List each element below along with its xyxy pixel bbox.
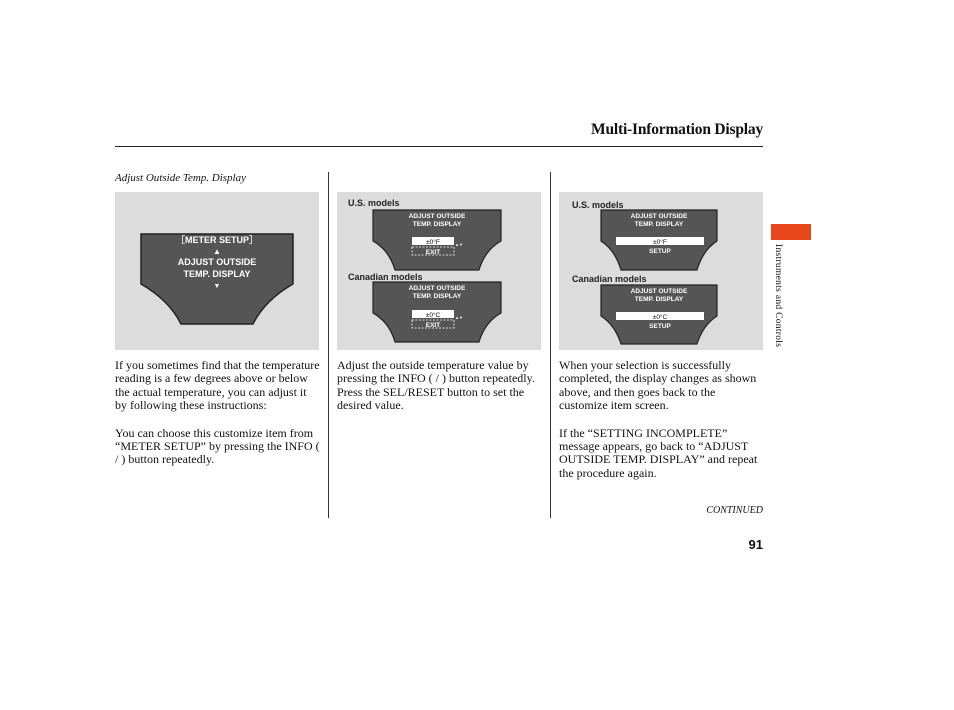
page-number: 91 xyxy=(748,537,763,552)
column-3-text xyxy=(559,359,764,494)
display-line: TEMP. DISPLAY xyxy=(634,296,684,303)
paragraph: If you sometimes find that the temperature reading is a few degrees above or below the actual temperature, you can adjust it by following these instructions: xyxy=(115,358,320,413)
display-line: TEMP. DISPLAY xyxy=(412,293,462,300)
temp-value: ±0°C xyxy=(652,314,668,321)
display-line: TEMP. DISPLAY xyxy=(412,221,462,228)
canadian-models-label: Canadian models xyxy=(572,274,647,284)
section-tab-marker xyxy=(771,224,811,240)
up-arrow-icon: ▲ xyxy=(213,247,221,256)
page-title: Multi-Information Display xyxy=(591,121,763,138)
down-arrow-icon: ▼ xyxy=(213,283,221,290)
display-line: TEMP. DISPLAY xyxy=(634,221,684,228)
temp-value: ±0°C xyxy=(425,312,441,319)
meter-setup-heading: ［METER SETUP］ xyxy=(175,235,259,245)
column-2-text xyxy=(337,359,545,427)
setup-option: SETUP xyxy=(649,248,671,255)
column-divider xyxy=(550,172,551,518)
paragraph: When your selection is successfully completed, the display changes as shown above, and then goes back to the customize item screen. xyxy=(559,358,757,413)
exit-option: EXIT xyxy=(425,249,441,256)
display-line: ADJUST OUTSIDE xyxy=(630,213,688,220)
setup-option: SETUP xyxy=(649,323,671,330)
adjust-value-figure xyxy=(337,192,541,350)
up-down-arrows-icon: ▲▼ xyxy=(455,315,463,320)
display-line: TEMP. DISPLAY xyxy=(183,269,251,279)
us-models-label: U.S. models xyxy=(348,198,400,208)
paragraph: You can choose this customize item from “METER SETUP” by pressing the INFO ( / ) button repeatedly. xyxy=(115,425,320,467)
continued-label: CONTINUED xyxy=(706,505,763,516)
up-down-arrows-icon: ▲▼ xyxy=(455,242,463,247)
column-divider xyxy=(328,172,329,518)
figure-caption: Adjust Outside Temp. Display xyxy=(115,172,246,184)
us-models-label: U.S. models xyxy=(572,200,624,210)
display-line: ADJUST OUTSIDE xyxy=(408,213,466,220)
temp-value: ±0°F xyxy=(426,239,440,246)
canadian-models-label: Canadian models xyxy=(348,272,423,282)
section-tab-label: Instruments and Controls xyxy=(773,244,783,348)
meter-setup-figure xyxy=(115,192,319,350)
paragraph: Adjust the outside temperature value by pressing the INFO ( / ) button repeatedly. Press the SEL/RESET button to set the desired value. xyxy=(337,358,535,413)
column-1-text xyxy=(115,359,321,481)
header-divider xyxy=(115,146,763,147)
temp-value: ±0°F xyxy=(653,239,667,246)
setup-complete-figure xyxy=(559,192,763,350)
display-line: ADJUST OUTSIDE xyxy=(177,257,257,267)
display-line: ADJUST OUTSIDE xyxy=(630,288,688,295)
paragraph: If the “SETTING INCOMPLETE” message appears, go back to “ADJUST OUTSIDE TEMP. DISPLAY” and repeat the procedure again. xyxy=(559,425,758,480)
display-line: ADJUST OUTSIDE xyxy=(408,285,466,292)
exit-option: EXIT xyxy=(425,322,441,329)
